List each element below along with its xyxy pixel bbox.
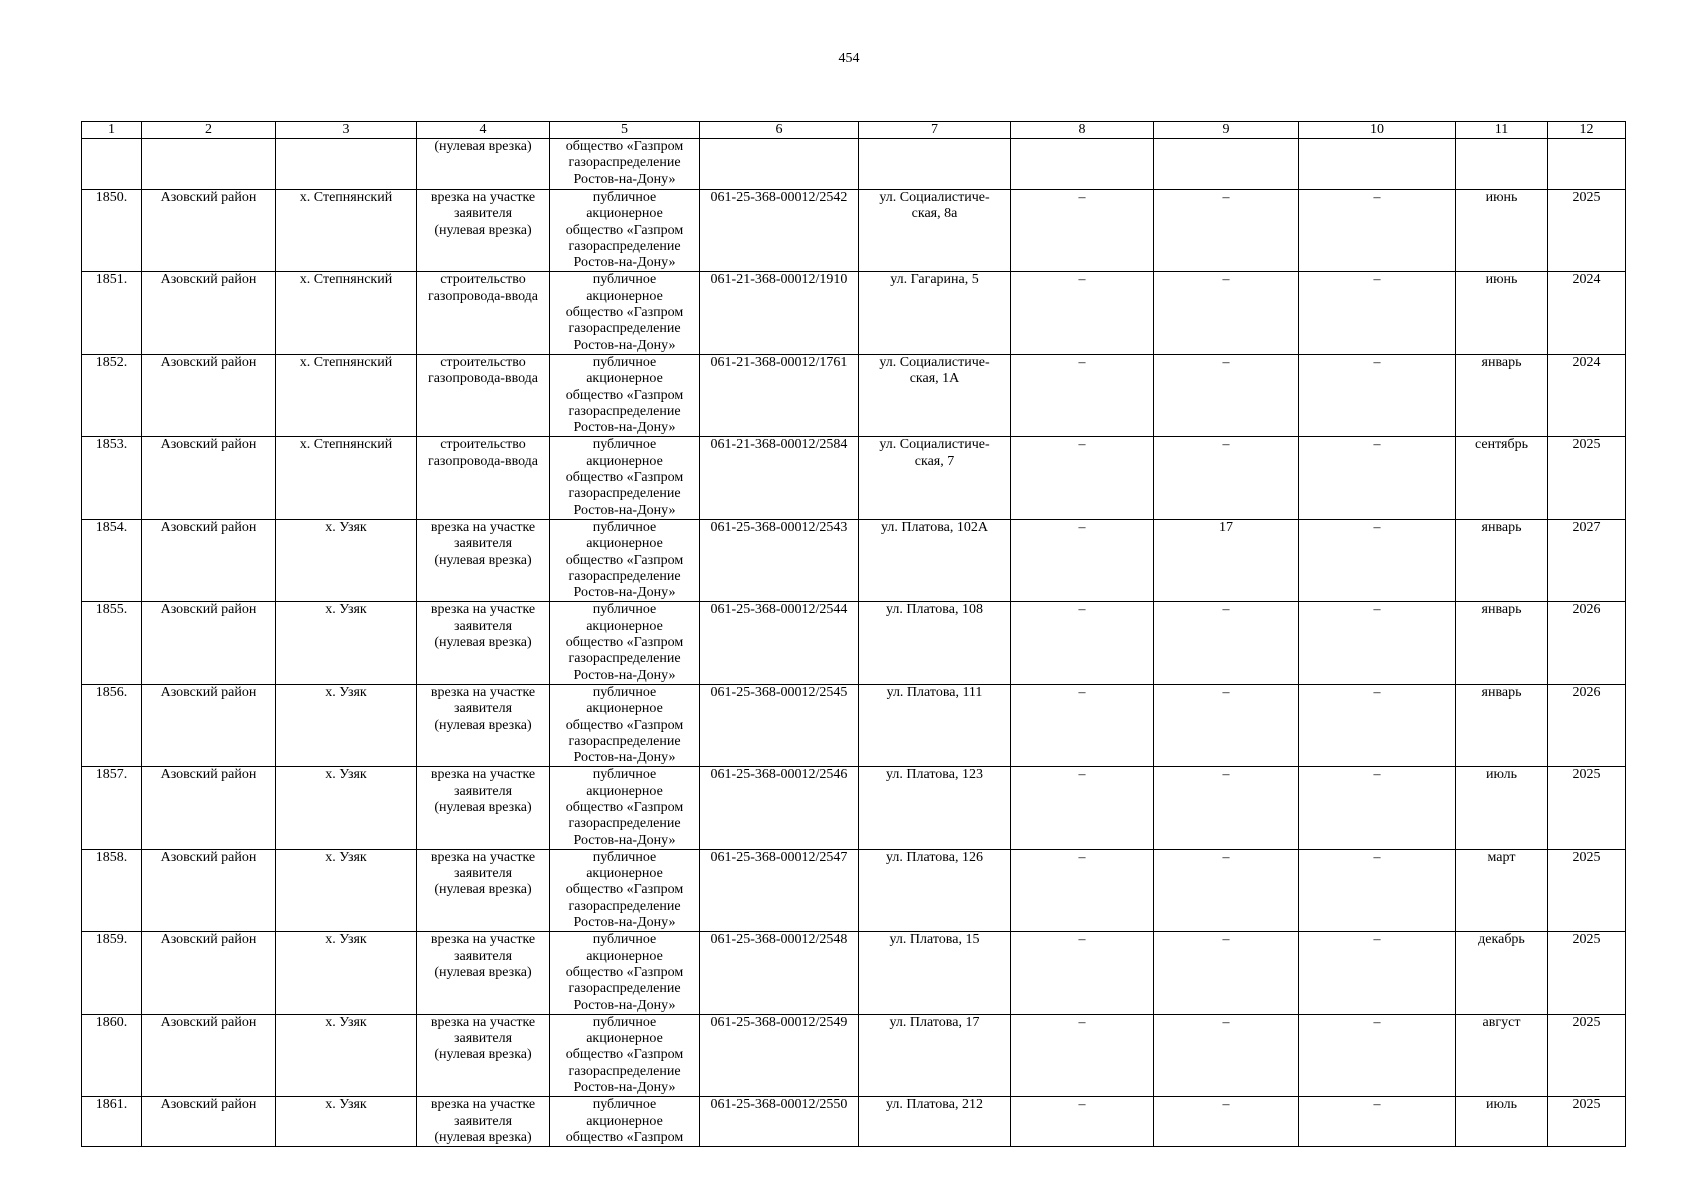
organization-cell-line: акционерное [586,288,663,304]
address-cell [859,849,1011,931]
work-type-cell-line: (нулевая врезка) [434,799,532,815]
organization-cell-line: акционерное [586,701,663,717]
organization-cell [550,437,700,519]
organization-cell-line: акционерное [586,618,663,634]
settlement-cell: х. Степнянский [276,437,417,519]
work-type-cell-line: врезка на участке [430,519,536,535]
address-cell-line: ул. Платова, 102А [880,519,988,535]
work-type-cell-line: (нулевая врезка) [434,1047,532,1063]
address-cell-line: ул. Платова, 15 [889,932,980,948]
work-type-cell [417,602,550,684]
cell-empty [142,139,276,190]
column-10-cell: – [1299,354,1456,436]
work-type-cell-line: (нулевая врезка) [434,552,532,568]
organization-cell-line: Ростов-на-Дону» [573,337,676,353]
organization-cell [550,684,700,766]
row-number-cell: 1857. [82,767,142,849]
column-8-cell: – [1011,272,1154,354]
organization-cell-line: акционерное [586,866,663,882]
organization-cell-line: Ростов-на-Дону» [573,502,676,518]
cell-empty [1548,139,1626,190]
work-type-cell [417,437,550,519]
work-type-cell-line: строительство [440,354,526,370]
page-number: 454 [838,51,860,66]
row-number-cell: 1861. [82,1097,142,1147]
year-cell: 2024 [1548,272,1626,354]
table-row [82,767,1626,849]
work-type-cell-line: (нулевая врезка) [434,717,532,733]
column-10-cell: – [1299,767,1456,849]
cell-empty [700,139,859,190]
code-cell: 061-25-368-00012/2545 [700,684,859,766]
year-cell: 2025 [1548,767,1626,849]
code-cell: 061-25-368-00012/2544 [700,602,859,684]
table-row [82,519,1626,601]
work-type-cell [417,932,550,1014]
organization-cell-line: публичное [592,849,657,865]
organization-cell-line: Ростов-на-Дону» [573,255,676,271]
district-cell: Азовский район [142,602,276,684]
work-type-cell [417,139,550,190]
column-8-cell: – [1011,437,1154,519]
organization-cell-line: Ростов-на-Дону» [573,915,676,931]
organization-cell-line: публичное [592,932,657,948]
organization-cell-line: газораспределение [568,1063,681,1079]
address-cell [859,1097,1011,1147]
code-cell: 061-25-368-00012/2549 [700,1014,859,1096]
work-type-cell-line: (нулевая врезка) [434,139,532,154]
year-cell: 2024 [1548,354,1626,436]
work-type-cell [417,684,550,766]
cell-empty [1299,139,1456,190]
row-number-cell: 1855. [82,602,142,684]
address-cell-line: ская, 7 [914,453,955,469]
month-cell: июль [1456,767,1548,849]
year-cell: 2025 [1548,849,1626,931]
cell-empty [1154,139,1299,190]
column-9-cell: – [1154,767,1299,849]
column-8-cell: – [1011,849,1154,931]
organization-cell [550,1014,700,1096]
column-8-cell: – [1011,932,1154,1014]
district-cell: Азовский район [142,354,276,436]
organization-cell-line: публичное [592,1097,657,1113]
organization-cell-line: общество «Газпром [565,470,684,486]
table-row [82,684,1626,766]
cell-empty [1456,139,1548,190]
address-cell-line: ская, 1А [909,371,960,387]
column-9-cell: – [1154,1097,1299,1147]
district-cell: Азовский район [142,849,276,931]
address-cell-line: ул. Платова, 123 [886,767,983,783]
organization-cell-line: акционерное [586,783,663,799]
cell-empty [82,139,142,190]
organization-cell [550,190,700,272]
column-number-cell: 1 [82,122,142,139]
address-cell-line: ул. Социалистиче- [879,354,990,370]
work-type-cell-line: врезка на участке [430,190,536,205]
organization-cell-line: газораспределение [568,733,681,749]
organization-cell-line: газораспределение [568,321,681,337]
work-type-cell [417,767,550,849]
month-cell: август [1456,1014,1548,1096]
district-cell: Азовский район [142,684,276,766]
column-8-cell: – [1011,1014,1154,1096]
organization-cell-line: газораспределение [568,898,681,914]
month-cell: июнь [1456,272,1548,354]
work-type-cell-line: заявителя [453,536,513,552]
column-10-cell: – [1299,1014,1456,1096]
organization-cell-line: публичное [592,437,657,453]
register-table [81,121,1626,1147]
organization-cell-line: общество «Газпром [565,799,684,815]
column-9-cell: – [1154,354,1299,436]
column-8-cell: – [1011,354,1154,436]
month-cell: декабрь [1456,932,1548,1014]
settlement-cell: х. Степнянский [276,190,417,272]
organization-cell-line: Ростов-на-Дону» [573,997,676,1013]
work-type-cell-line: заявителя [453,948,513,964]
column-9-cell: – [1154,272,1299,354]
settlement-cell: х. Узяк [276,849,417,931]
column-number-cell: 4 [417,122,550,139]
settlement-cell: х. Узяк [276,1097,417,1147]
organization-cell-line: газораспределение [568,486,681,502]
code-cell: 061-21-368-00012/1910 [700,272,859,354]
column-number-cell: 5 [550,122,700,139]
work-type-cell-line: (нулевая врезка) [434,964,532,980]
address-cell [859,272,1011,354]
organization-cell [550,519,700,601]
column-number-header-row [82,122,1626,139]
row-number-cell: 1854. [82,519,142,601]
code-cell: 061-25-368-00012/2548 [700,932,859,1014]
column-number-cell: 10 [1299,122,1456,139]
organization-cell-line: публичное [592,354,657,370]
organization-cell-line: общество «Газпром [565,635,684,651]
month-cell: сентябрь [1456,437,1548,519]
column-number-cell: 8 [1011,122,1154,139]
organization-cell-line: Ростов-на-Дону» [573,171,676,187]
column-10-cell: – [1299,1097,1456,1147]
column-8-cell: – [1011,190,1154,272]
table-row [82,602,1626,684]
code-cell: 061-25-368-00012/2543 [700,519,859,601]
work-type-cell-line: (нулевая врезка) [434,222,532,238]
settlement-cell: х. Узяк [276,1014,417,1096]
row-number-cell: 1853. [82,437,142,519]
year-cell: 2026 [1548,684,1626,766]
address-cell-line: ская, 8а [911,206,958,222]
table-row [82,190,1626,272]
organization-cell-line: общество «Газпром [565,964,684,980]
table-row [82,1097,1626,1147]
column-10-cell: – [1299,849,1456,931]
organization-cell [550,932,700,1014]
column-10-cell: – [1299,602,1456,684]
organization-cell-line: публичное [592,190,657,205]
work-type-cell-line: (нулевая врезка) [434,1129,532,1145]
column-9-cell: – [1154,1014,1299,1096]
column-number-cell: 2 [142,122,276,139]
cell-empty [1011,139,1154,190]
row-number-cell: 1851. [82,272,142,354]
organization-cell-line: газораспределение [568,155,681,171]
district-cell: Азовский район [142,272,276,354]
code-cell: 061-25-368-00012/2550 [700,1097,859,1147]
work-type-cell [417,849,550,931]
settlement-cell: х. Узяк [276,684,417,766]
year-cell: 2025 [1548,190,1626,272]
organization-cell-line: акционерное [586,453,663,469]
organization-cell-line: общество «Газпром [565,717,684,733]
column-8-cell: – [1011,1097,1154,1147]
organization-cell-line: Ростов-на-Дону» [573,667,676,683]
work-type-cell-line: врезка на участке [430,849,536,865]
column-9-cell: – [1154,849,1299,931]
year-cell: 2025 [1548,437,1626,519]
organization-cell-line: акционерное [586,1113,663,1129]
address-cell [859,1014,1011,1096]
work-type-cell-line: заявителя [453,618,513,634]
month-cell: январь [1456,354,1548,436]
organization-cell-line: газораспределение [568,568,681,584]
work-type-cell-line: заявителя [453,866,513,882]
table-row [82,849,1626,931]
organization-cell-line: Ростов-на-Дону» [573,420,676,436]
month-cell: июль [1456,1097,1548,1147]
organization-cell [550,272,700,354]
address-cell [859,684,1011,766]
organization-cell-line: публичное [592,1014,657,1030]
code-cell: 061-25-368-00012/2542 [700,190,859,272]
work-type-cell [417,1014,550,1096]
organization-cell [550,849,700,931]
column-number-cell: 11 [1456,122,1548,139]
organization-cell-line: публичное [592,272,657,288]
organization-cell-line: акционерное [586,536,663,552]
column-number-cell: 7 [859,122,1011,139]
organization-cell-line: акционерное [586,948,663,964]
column-9-cell: 17 [1154,519,1299,601]
column-number-cell: 9 [1154,122,1299,139]
address-cell-line: ул. Платова, 111 [886,684,983,700]
organization-cell-line: публичное [592,767,657,783]
year-cell: 2026 [1548,602,1626,684]
district-cell: Азовский район [142,437,276,519]
column-number-cell: 12 [1548,122,1626,139]
year-cell: 2025 [1548,1014,1626,1096]
address-cell [859,767,1011,849]
organization-cell-line: общество «Газпром [565,222,684,238]
cell-empty [859,139,1011,190]
work-type-cell-line: врезка на участке [430,602,536,618]
row-number-cell: 1860. [82,1014,142,1096]
district-cell: Азовский район [142,190,276,272]
column-9-cell: – [1154,684,1299,766]
code-cell: 061-21-368-00012/2584 [700,437,859,519]
organization-cell-line: газораспределение [568,651,681,667]
column-9-cell: – [1154,602,1299,684]
column-10-cell: – [1299,519,1456,601]
organization-cell [550,602,700,684]
settlement-cell: х. Узяк [276,767,417,849]
work-type-cell-line: врезка на участке [430,932,536,948]
column-number-cell: 3 [276,122,417,139]
table-body [82,122,1626,1147]
organization-cell [550,139,700,190]
settlement-cell: х. Узяк [276,519,417,601]
continuation-row [82,139,1626,190]
organization-cell [550,767,700,849]
code-cell: 061-25-368-00012/2546 [700,767,859,849]
organization-cell-line: общество «Газпром [565,1129,684,1145]
column-10-cell: – [1299,272,1456,354]
column-9-cell: – [1154,437,1299,519]
month-cell: июнь [1456,190,1548,272]
address-cell-line: ул. Социалистиче- [879,437,990,453]
work-type-cell-line: врезка на участке [430,1014,536,1030]
organization-cell-line: газораспределение [568,816,681,832]
work-type-cell-line: заявителя [453,206,513,222]
work-type-cell-line: газопровода-ввода [427,288,539,304]
settlement-cell: х. Степнянский [276,354,417,436]
district-cell: Азовский район [142,932,276,1014]
organization-cell [550,1097,700,1147]
work-type-cell-line: врезка на участке [430,767,536,783]
table-row [82,1014,1626,1096]
work-type-cell-line: заявителя [453,701,513,717]
column-9-cell: – [1154,932,1299,1014]
work-type-cell [417,190,550,272]
year-cell: 2025 [1548,1097,1626,1147]
table-row [82,932,1626,1014]
year-cell: 2025 [1548,932,1626,1014]
organization-cell-line: общество «Газпром [565,882,684,898]
column-8-cell: – [1011,519,1154,601]
address-cell-line: ул. Платова, 126 [886,849,983,865]
cell-empty [276,139,417,190]
column-8-cell: – [1011,684,1154,766]
month-cell: январь [1456,684,1548,766]
work-type-cell-line: врезка на участке [430,684,536,700]
column-10-cell: – [1299,684,1456,766]
work-type-cell-line: заявителя [453,1113,513,1129]
address-cell [859,437,1011,519]
column-10-cell: – [1299,437,1456,519]
address-cell-line: ул. Платова, 108 [886,602,983,618]
work-type-cell-line: (нулевая врезка) [434,882,532,898]
column-8-cell: – [1011,767,1154,849]
organization-cell-line: акционерное [586,1031,663,1047]
table-row [82,437,1626,519]
district-cell: Азовский район [142,767,276,849]
work-type-cell [417,1097,550,1147]
work-type-cell [417,272,550,354]
address-cell [859,602,1011,684]
row-number-cell: 1850. [82,190,142,272]
code-cell: 061-21-368-00012/1761 [700,354,859,436]
organization-cell-line: Ростов-на-Дону» [573,585,676,601]
work-type-cell [417,354,550,436]
row-number-cell: 1859. [82,932,142,1014]
table-row [82,354,1626,436]
work-type-cell-line: врезка на участке [430,1097,536,1113]
address-cell-line: ул. Гагарина, 5 [890,272,979,288]
organization-cell [550,354,700,436]
work-type-cell-line: заявителя [453,783,513,799]
work-type-cell [417,519,550,601]
district-cell: Азовский район [142,1014,276,1096]
column-number-cell: 6 [700,122,859,139]
address-cell-line: ул. Платова, 212 [886,1097,983,1113]
organization-cell-line: газораспределение [568,981,681,997]
row-number-cell: 1858. [82,849,142,931]
work-type-cell-line: строительство [440,272,526,288]
address-cell-line: ул. Социалистиче- [879,190,990,205]
work-type-cell-line: строительство [440,437,526,453]
organization-cell-line: Ростов-на-Дону» [573,832,676,848]
row-number-cell: 1856. [82,684,142,766]
organization-cell-line: общество «Газпром [565,305,684,321]
organization-cell-line: общество «Газпром [565,387,684,403]
table-row [82,272,1626,354]
column-10-cell: – [1299,190,1456,272]
month-cell: март [1456,849,1548,931]
column-9-cell: – [1154,190,1299,272]
organization-cell-line: Ростов-на-Дону» [573,750,676,766]
address-cell-line: ул. Платова, 17 [889,1014,980,1030]
organization-cell-line: акционерное [586,206,663,222]
work-type-cell-line: газопровода-ввода [427,453,539,469]
month-cell: январь [1456,519,1548,601]
district-cell: Азовский район [142,1097,276,1147]
organization-cell-line: общество «Газпром [565,1047,684,1063]
organization-cell-line: газораспределение [568,403,681,419]
column-8-cell: – [1011,602,1154,684]
organization-cell-line: акционерное [586,371,663,387]
organization-cell-line: общество «Газпром [565,139,684,154]
organization-cell-line: публичное [592,519,657,535]
address-cell [859,519,1011,601]
year-cell: 2027 [1548,519,1626,601]
organization-cell-line: Ростов-на-Дону» [573,1080,676,1096]
work-type-cell-line: заявителя [453,1031,513,1047]
work-type-cell-line: (нулевая врезка) [434,635,532,651]
organization-cell-line: публичное [592,602,657,618]
work-type-cell-line: газопровода-ввода [427,371,539,387]
column-10-cell: – [1299,932,1456,1014]
district-cell: Азовский район [142,519,276,601]
month-cell: январь [1456,602,1548,684]
settlement-cell: х. Узяк [276,602,417,684]
organization-cell-line: газораспределение [568,238,681,254]
address-cell [859,190,1011,272]
address-cell [859,354,1011,436]
organization-cell-line: публичное [592,684,657,700]
organization-cell-line: общество «Газпром [565,552,684,568]
address-cell [859,932,1011,1014]
settlement-cell: х. Узяк [276,932,417,1014]
settlement-cell: х. Степнянский [276,272,417,354]
code-cell: 061-25-368-00012/2547 [700,849,859,931]
row-number-cell: 1852. [82,354,142,436]
